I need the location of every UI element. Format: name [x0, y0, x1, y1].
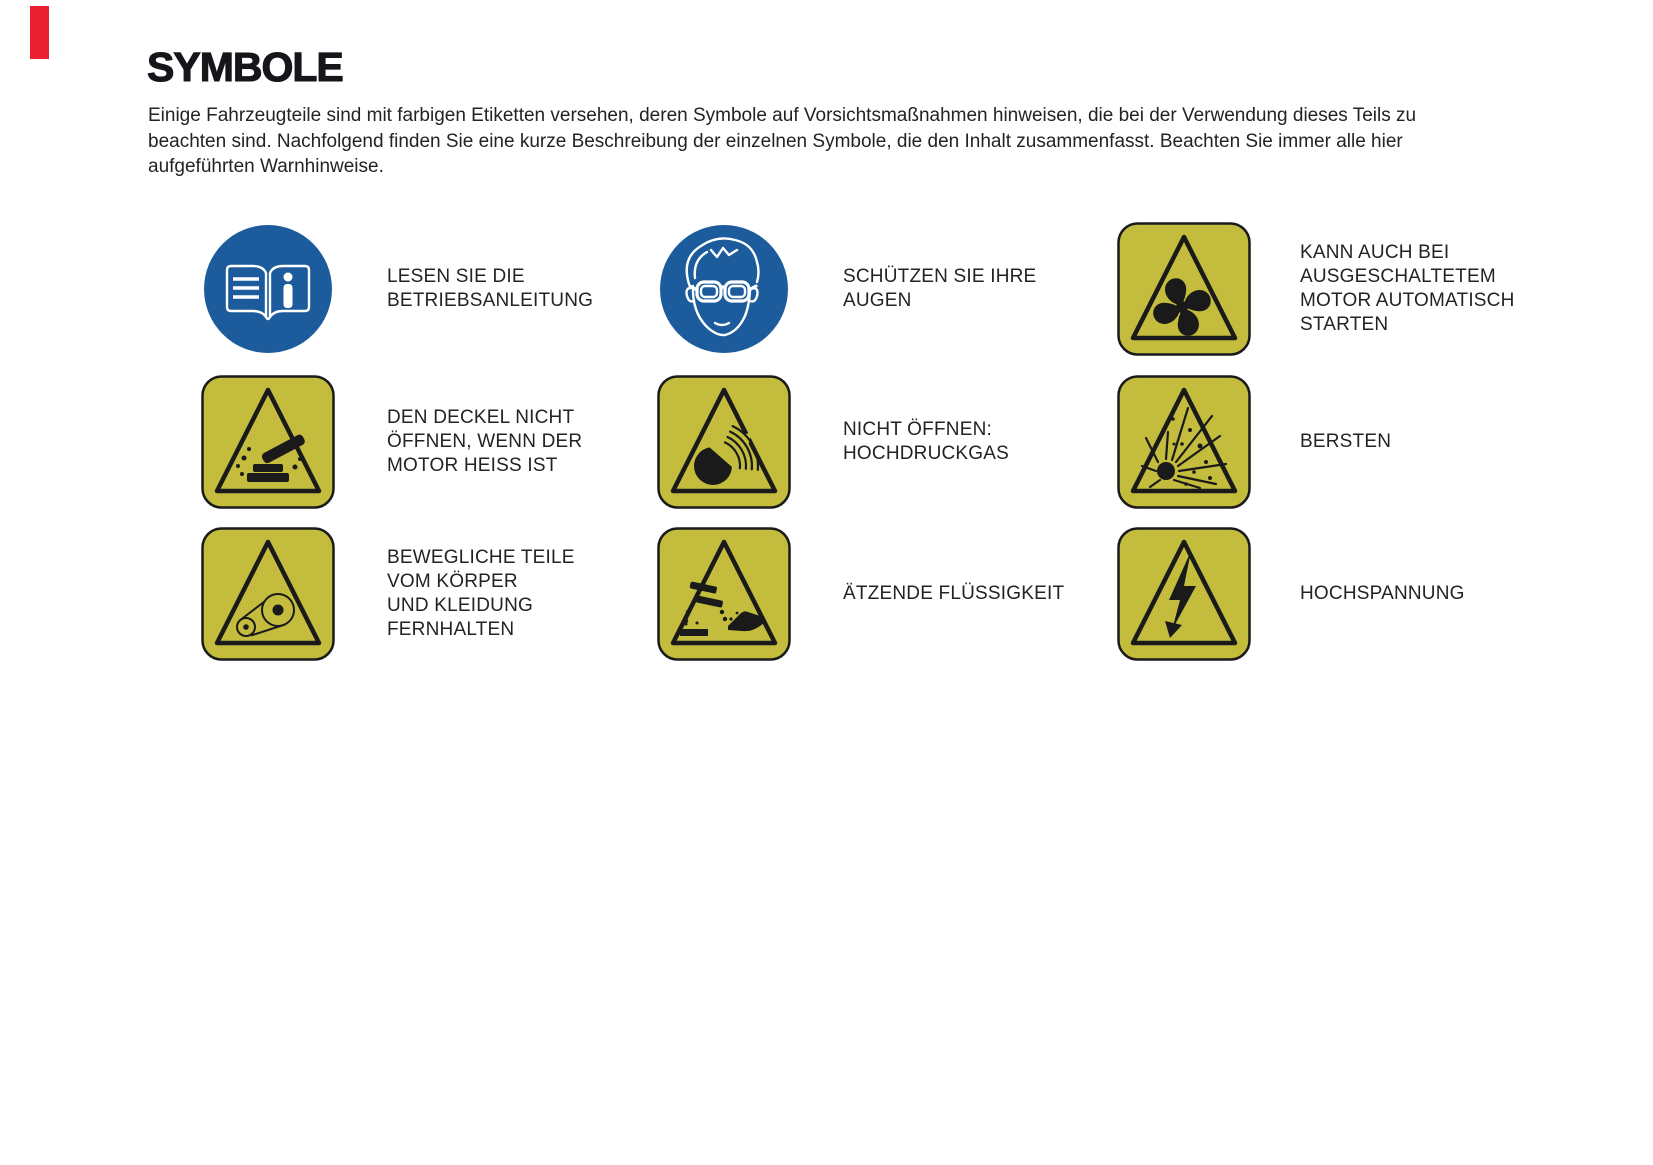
page-title: SYMBOLE [147, 44, 343, 90]
symbol-label: HOCHSPANNUNG [1300, 583, 1465, 604]
fan-auto-start-icon [1116, 221, 1252, 357]
corrosive-liquid-icon [656, 526, 792, 662]
intro-line: aufgeführten Warnhinweise. [148, 156, 384, 177]
intro-line: Einige Fahrzeugteile sind mit farbigen Etiketten versehen, deren Symbole auf Vorsichtsmaßnahmen hinweisen, die bei der Verwendung dieses Teils zu [148, 105, 1417, 126]
hot-radiator-cap-icon [200, 374, 336, 510]
read-manual-icon [200, 221, 339, 360]
symbol-label: LESEN SIE DIE BETRIEBSANLEITUNG [387, 266, 594, 311]
high-voltage-icon [1116, 526, 1252, 662]
pressurized-gas-icon [656, 374, 792, 510]
symbol-label: ÄTZENDE FLÜSSIGKEIT [843, 583, 1065, 604]
symbol-label: BERSTEN [1300, 431, 1392, 452]
intro-paragraph [148, 103, 1416, 180]
symbol-label: DEN DECKEL NICHT ÖFFNEN, WENN DER MOTOR HEISS IST [387, 407, 583, 476]
burst-icon [1116, 374, 1252, 510]
symbol-label: KANN AUCH BEI AUSGESCHALTETEM MOTOR AUTOMATISCH STARTEN [1300, 242, 1515, 335]
moving-parts-icon [200, 526, 336, 662]
symbol-label: NICHT ÖFFNEN: HOCHDRUCKGAS [843, 419, 1010, 464]
symbol-label: BEWEGLICHE TEILE VOM KÖRPER UND KLEIDUNG FERNHALTEN [387, 547, 575, 640]
symbol-label: SCHÜTZEN SIE IHRE AUGEN [843, 266, 1037, 311]
intro-line: beachten sind. Nachfolgend finden Sie eine kurze Beschreibung der einzelnen Symbole, die den Inhalt zusammenfasst. Beachten Sie immer alle hier [148, 130, 1403, 152]
page-edge-marker [30, 6, 49, 59]
eye-protection-icon [656, 221, 795, 360]
